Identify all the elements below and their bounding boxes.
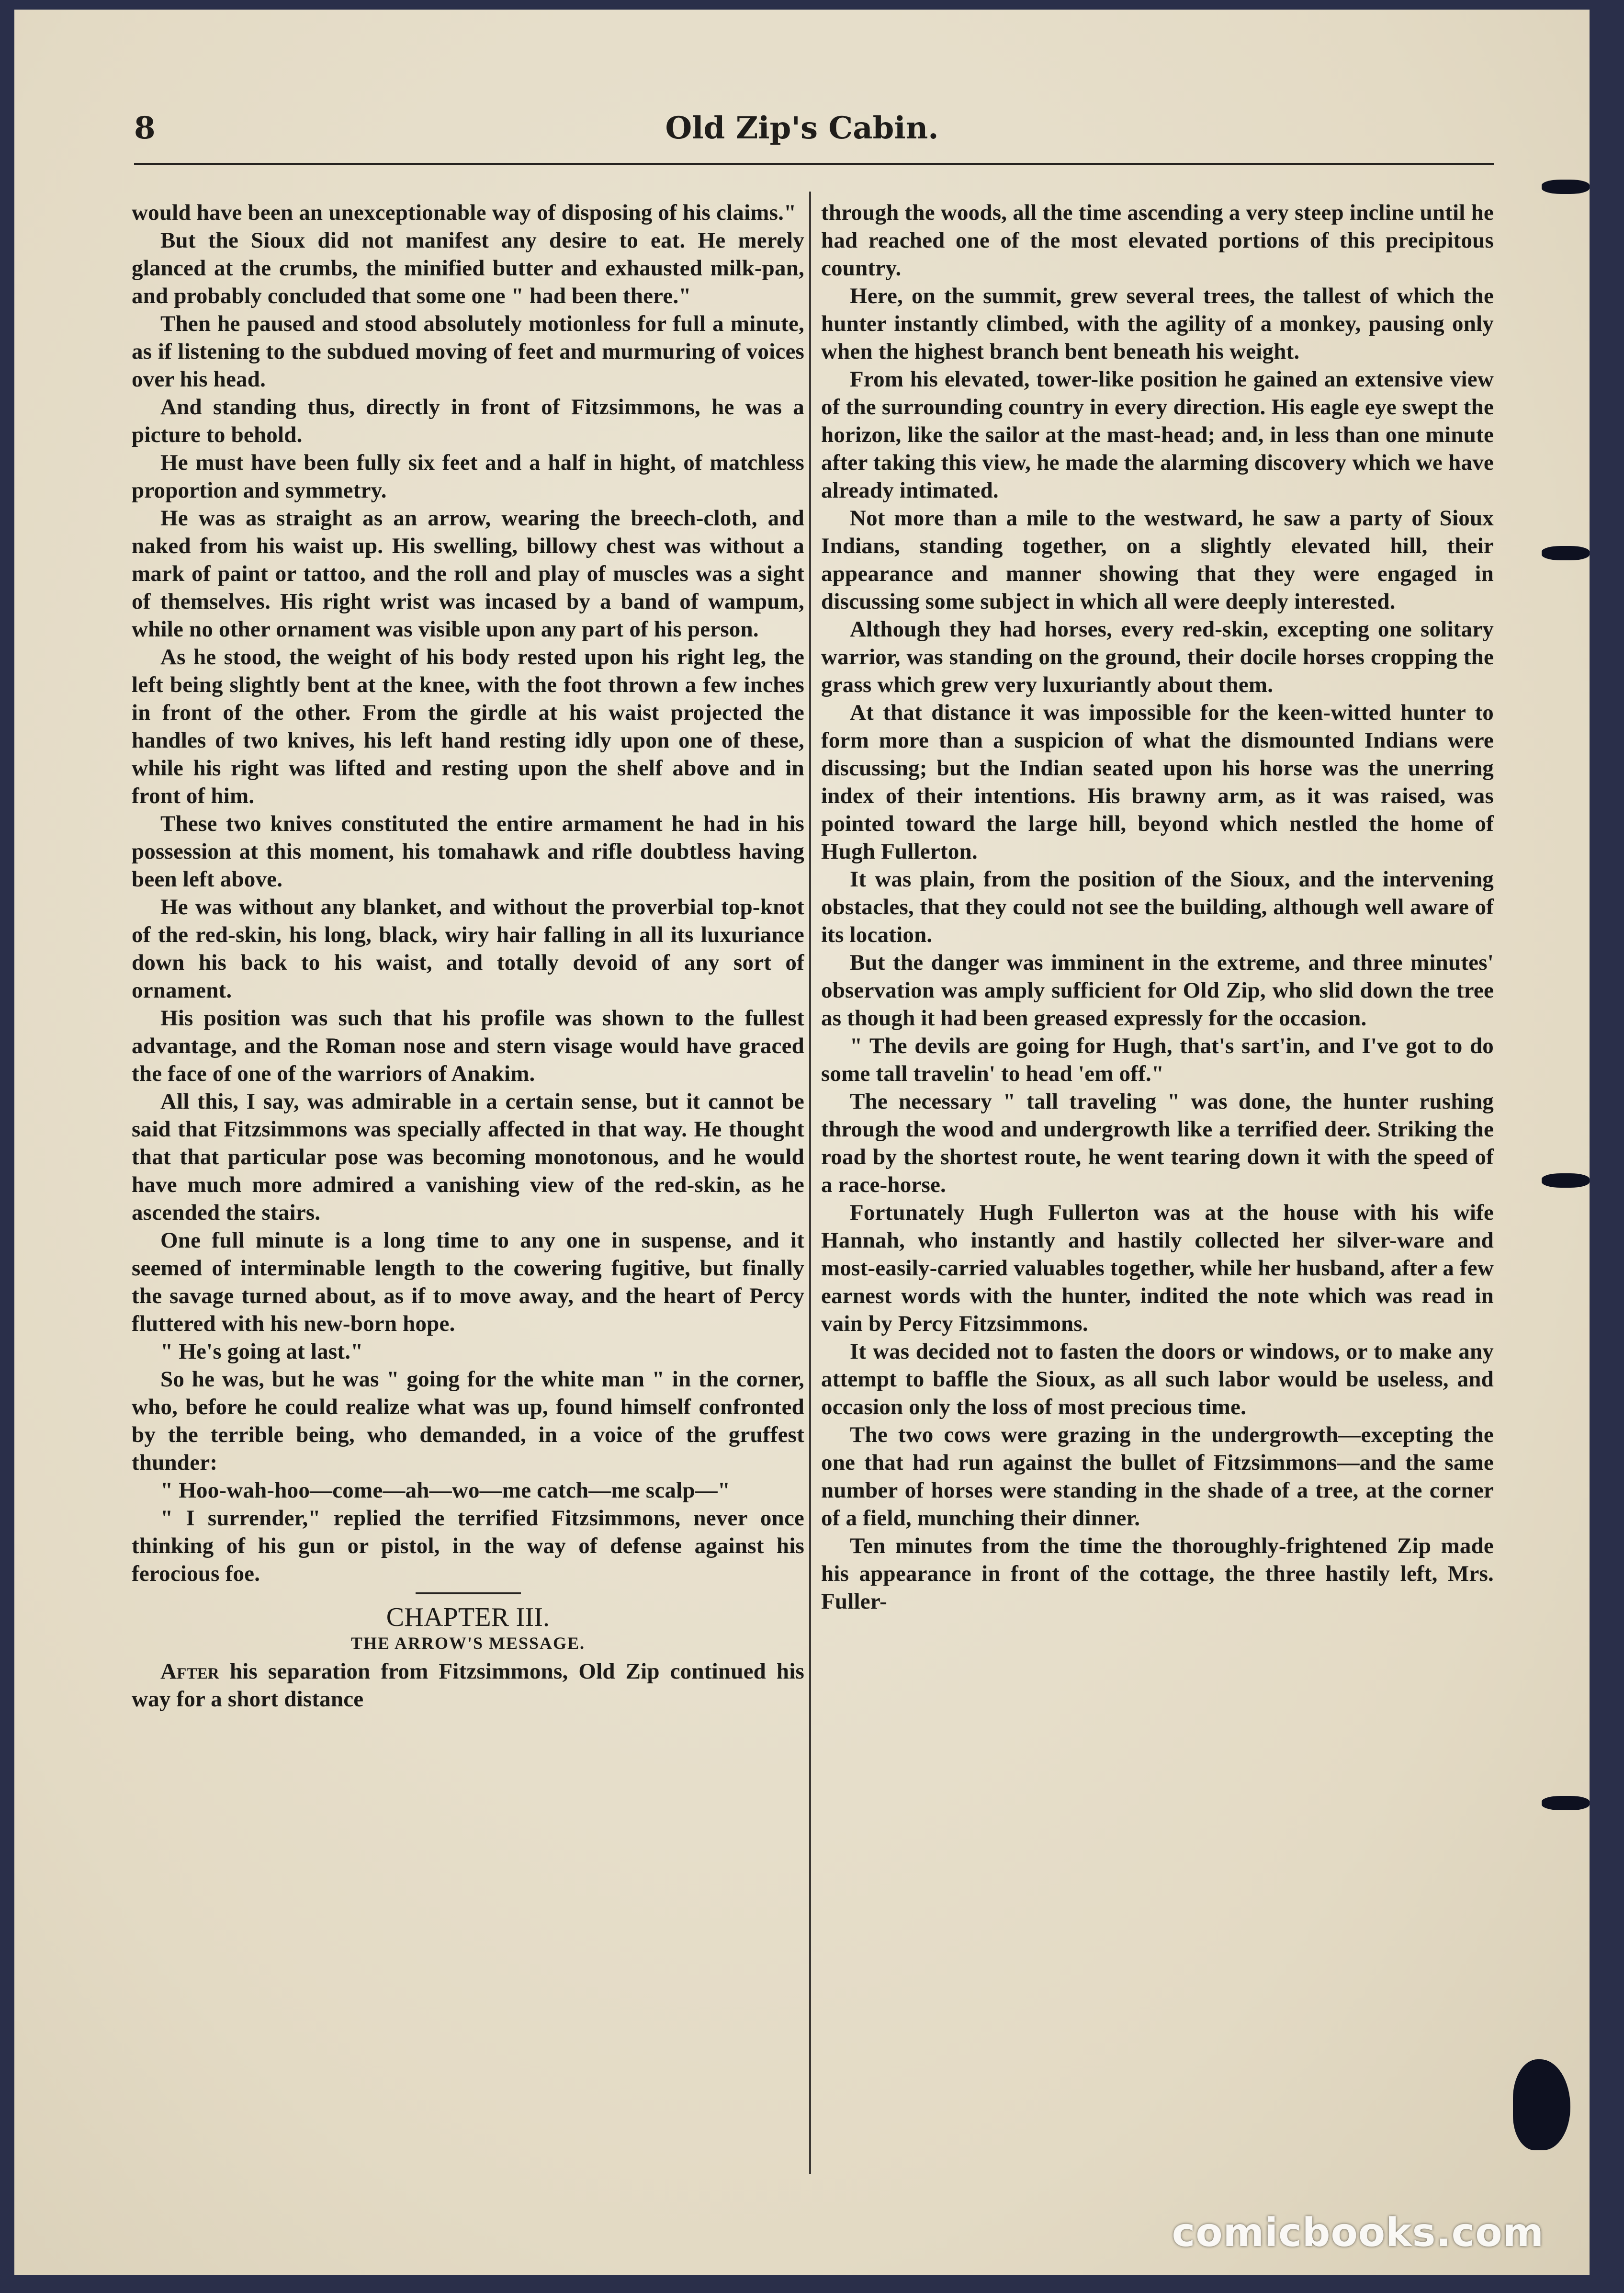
paragraph: The necessary " tall traveling " was done, the hunter rushing through the wood and undergrowth like a terrified deer. Striking the road by the shortest route, he went tearing down it with the speed of a race-horse.: [821, 1089, 1494, 1197]
watermark: comicbooks.com: [1172, 2210, 1544, 2256]
paragraph: One full minute is a long time to any one in suspense, and it seemed of interminable length to the cowering fugitive, but finally the savage turned about, as if to move away, and the heart of Percy fluttered with his new-born hope.: [132, 1228, 804, 1336]
page-number: 8: [134, 110, 156, 146]
binding-mark: [1542, 546, 1590, 560]
column-divider: [809, 192, 811, 2174]
paragraph: " I surrender," replied the terrified Fitzsimmons, never once thinking of his gun or pistol, in the way of defense against his ferocious foe.: [132, 1506, 804, 1586]
paragraph: The two cows were grazing in the undergrowth—excepting the one that had run against the bullet of Fitzsimmons—and the same number of horses were standing in the shade of a tree, at the corner of a field, munching their dinner.: [821, 1422, 1494, 1531]
paragraph: He was without any blanket, and without the proverbial top-knot of the red-skin, his long, black, wiry hair falling in all its luxuriance down his back to his waist, and totally devoid of any sort of ornament.: [132, 895, 804, 1003]
paragraph: At that distance it was impossible for the keen-witted hunter to form more than a suspicion of what the dismounted Indians were discussing; but the Indian seated upon his horse was the unerring index of their intentions. His brawny arm, as it was raised, was pointed toward the large hill, beyond which nestled the home of Hugh Fullerton.: [821, 700, 1494, 864]
left-column: [132, 199, 804, 2201]
chapter-opening-paragraph: [132, 1657, 804, 1713]
paragraph: " He's going at last.": [160, 1339, 363, 1364]
binding-mark: [1542, 180, 1590, 194]
paragraph: It was plain, from the position of the Sioux, and the intervening obstacles, that they could not see the building, although well aware of its location.: [821, 867, 1494, 947]
paragraph: But the Sioux did not manifest any desire to eat. He merely glanced at the crumbs, the minified butter and exhausted milk-pan, and probably concluded that some one " had been there.": [132, 228, 804, 308]
paragraph: From his elevated, tower-like position he gained an extensive view of the surrounding country in every direction. His eagle eye swept the horizon, like the sailor at the mast-head; and, in less than one minute after taking this view, he made the alarming discovery which we have already intimated.: [821, 367, 1494, 503]
page: [14, 10, 1590, 2275]
paragraph: Ten minutes from the time the thoroughly-frightened Zip made his appearance in front of the cottage, the three hastily left, Mrs. Fuller-: [821, 1533, 1494, 1614]
paragraph: through the woods, all the time ascending a very steep incline until he had reached one of the most elevated portions of this precipitous country.: [821, 200, 1494, 281]
paragraph: His position was such that his profile was shown to the fullest advantage, and the Roman nose and stern visage would have graced the face of one of the warriors of Anakim.: [132, 1006, 804, 1086]
chapter-title: CHAPTER III.: [386, 1602, 550, 1632]
paragraph: would have been an unexceptionable way of disposing of his claims.": [132, 200, 797, 225]
paragraph: It was decided not to fasten the doors or windows, or to make any attempt to baffle the Sioux, as all such labor would be useless, and occasion only the loss of most precious time.: [821, 1339, 1494, 1419]
chapter-subtitle: THE ARROW'S MESSAGE.: [350, 1634, 586, 1653]
chapter-opening-word: After: [160, 1659, 219, 1684]
paragraph: " Hoo-wah-hoo—come—ah—wo—me catch—me scalp—": [160, 1478, 731, 1503]
paragraph: Fortunately Hugh Fullerton was at the house with his wife Hannah, who instantly and hastily collected her silver-ware and most-easily-carried valuables together, while her husband, after a few earnest words with the hunter, indited the note which was read in vain by Percy Fitzsimmons.: [821, 1200, 1494, 1336]
paragraph: " The devils are going for Hugh, that's sart'in, and I've got to do some tall travelin' to head 'em off.": [821, 1033, 1494, 1086]
paragraph: As he stood, the weight of his body rested upon his right leg, the left being slightly bent at the knee, with the foot thrown a few inches in front of the other. From the girdle at his waist projected the handles of two knives, his left hand resting idly upon one of these, while his right was lifted and resting upon the shelf above and in front of him.: [132, 645, 804, 808]
running-title: Old Zip's Cabin.: [665, 110, 939, 146]
chapter-heading: [132, 1592, 804, 1655]
paragraph: And standing thus, directly in front of Fitzsimmons, he was a picture to behold.: [132, 395, 804, 447]
paragraph: These two knives constituted the entire armament he had in his possession at this moment, his tomahawk and rifle doubtless having been left above.: [132, 811, 804, 892]
chapter-opening-text: his separation from Fitzsimmons, Old Zip continued his way for a short distance: [132, 1659, 804, 1712]
paragraph: But the danger was imminent in the extreme, and three minutes' observation was amply sufficient for Old Zip, who slid down the tree as though it had been greased expressly for the occasion.: [821, 950, 1494, 1031]
ink-stain: [1513, 2059, 1570, 2150]
paragraph: Then he paused and stood absolutely motionless for full a minute, as if listening to the subdued moving of feet and murmuring of voices over his head.: [132, 311, 804, 392]
right-column: [821, 199, 1494, 2201]
paragraph: He was as straight as an arrow, wearing the breech-cloth, and naked from his waist up. His swelling, billowy chest was without a mark of paint or tattoo, and the roll and play of muscles was a sight of themselves. His right wrist was incased by a band of wampum, while no other ornament was visible upon any part of his person.: [132, 506, 804, 642]
paragraph: All this, I say, was admirable in a certain sense, but it cannot be said that Fitzsimmons was specially affected in that way. He thought that that particular pose was becoming monotonous, and he would have much more admired a vanishing view of the red-skin, as he ascended the stairs.: [132, 1089, 804, 1225]
page-header: [14, 110, 1590, 168]
paragraph: Here, on the summit, grew several trees, the tallest of which the hunter instantly climbed, with the agility of a monkey, pausing only when the highest branch bent beneath his weight.: [821, 284, 1494, 364]
paragraph: He must have been fully six feet and a half in hight, of matchless proportion and symmetry.: [132, 450, 804, 503]
binding-mark: [1542, 1796, 1590, 1810]
paragraph: So he was, but he was " going for the white man " in the corner, who, before he could realize what was up, found himself confronted by the terrible being, who demanded, in a voice of the gruffest thunder:: [132, 1367, 804, 1475]
paragraph: Not more than a mile to the westward, he saw a party of Sioux Indians, standing together, on a slightly elevated hill, their appearance and manner showing that they were engaged in discussing some subject in which all were deeply interested.: [821, 506, 1494, 614]
binding-mark: [1542, 1173, 1590, 1188]
paragraph: Although they had horses, every red-skin, excepting one solitary warrior, was standing on the ground, their docile horses cropping the grass which grew very luxuriantly about them.: [821, 617, 1494, 697]
chapter-rule: [416, 1592, 521, 1594]
header-rule: [134, 163, 1494, 165]
